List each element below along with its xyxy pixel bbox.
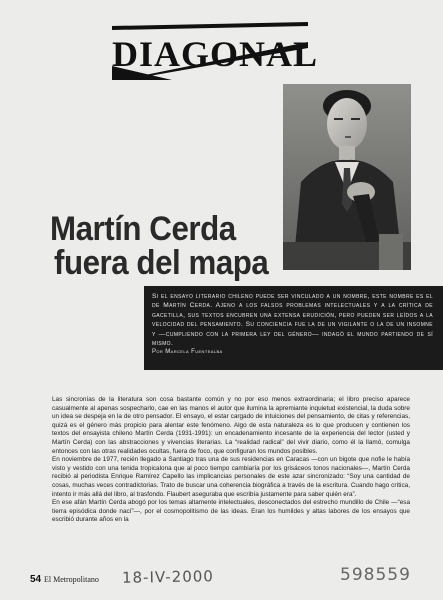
intro-text: Si el ensayo literario chileno puede ser vinculado a un nombre, este nombre es el de Martín Cerda. Ajeno a los falsos problemas intelectuales y a la crítica de gacetilla, sus textos encubren una extensa erudición, pero pueden ser leídos a la velocidad del pensamiento. Su conciencia fue la de un vigilante o la de un insomne y —cumpliendo con la primera ley del género— indagó el mundo partiendo de sí mismo. <box>152 293 433 348</box>
page-number: 54 <box>30 574 42 585</box>
section-title: DIAGONAL <box>112 34 319 74</box>
body-paragraph-1: Las sincronías de la literatura son cosa bastante común y no por eso menos extraordinaria; el libro preciso aparece casualmente al apenas sospecharlo, cae en las manos el autor que ilumina la apremiante inquietud existencial, la duda sobre un idea se despeja en la de otro pensador. El ensayo, el estar cargado de intuiciones del pensamiento, de citas y referencias, quizá es el género más propicio para alentar este fenómeno. Algo de esta naturaleza es lo que producen y contienen los textos del ensayista chileno Martín Cerda (1931-1991): un encadenamiento incesante de la experiencia del lector (usted y Martín Cerda) con las abstracciones y vivencias literarias. La “realidad radical” del vivir diario, como él la llamó, comulga entonces con las otras realidades ocultas, fuera de foco, que configuran los mundos posibles. <box>52 396 410 455</box>
headline-line-1: Martín Cerda <box>50 210 236 248</box>
article-body <box>52 396 410 525</box>
page-footer <box>30 565 430 592</box>
byline: Por Marcela Fuentealba <box>152 349 223 356</box>
handwritten-date: 18-IV-2000 <box>121 567 215 587</box>
intro-box <box>144 286 443 370</box>
handwritten-code: 598559 <box>340 565 411 585</box>
body-paragraph-3: En ese afán Martín Cerda abogó por los temas altamente intelectuales, desconectados del estrecho mundillo de Chile —“esa tierra episódica donde nací”—, por el cosmopolitismo de las ideas. Eran los humildes y altas labores de los ensayos que escribió durante años en la <box>52 499 410 524</box>
section-masthead <box>112 22 319 80</box>
headline-line-2: fuera del mapa <box>54 244 269 282</box>
body-paragraph-2: En noviembre de 1977, recién llegado a Santiago tras una de sus residencias en Caracas —con un bigote que nofie le había visto y vestido con una tenida tropicalona que al poco tiempo cambiaría por los grisáceos tonos nacionales—, Martín Cerda recibió al periodista Enrique Ramírez Capello las implicancias personales de este azar sincronizado: “Soy una cantidad de cosas, muchas veces contradictorias. Trato de buscar una coherencia biográfica a través de la escritura. Cuando hago crítica, intento ir más allá del libro, al trasfondo. Flaubert aseguraba que escribía justamente para saber quién era”. <box>52 456 410 498</box>
author-portrait <box>283 84 411 270</box>
magazine-name: El Metropolitano <box>44 575 99 584</box>
article-headline <box>50 212 290 280</box>
